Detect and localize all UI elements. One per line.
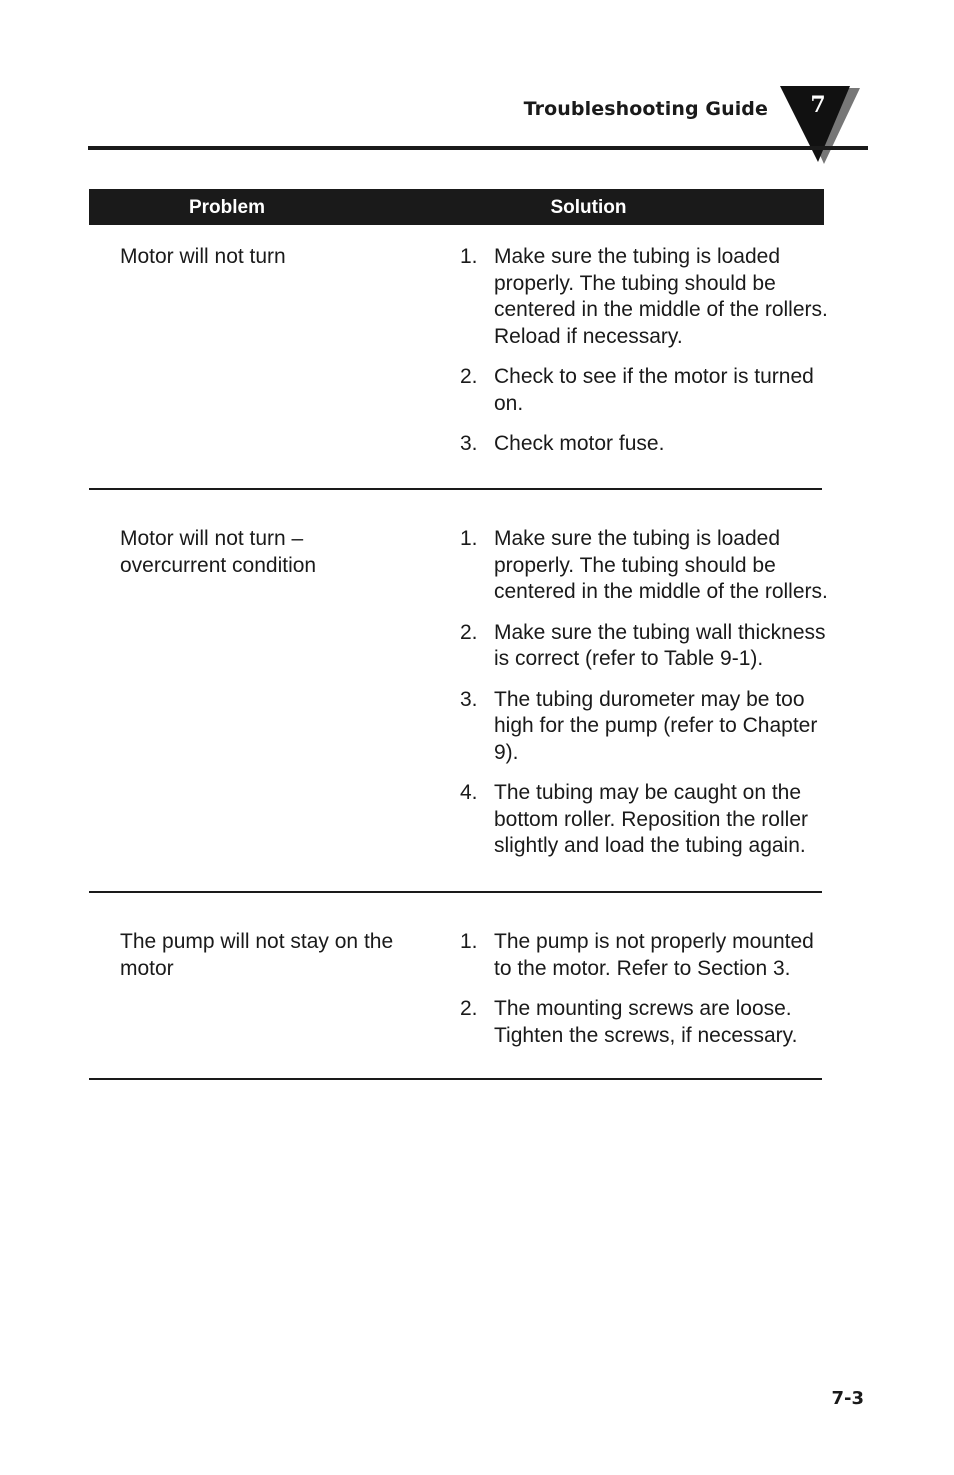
solution-number: 2. xyxy=(460,365,478,388)
solution-item xyxy=(460,620,830,673)
solution-number: 1. xyxy=(460,527,478,550)
row-divider xyxy=(89,891,822,893)
page-number: 7-3 xyxy=(831,1388,864,1409)
solution-item xyxy=(460,996,830,1049)
running-header-title: Troubleshooting Guide xyxy=(523,98,768,120)
solution-item xyxy=(460,244,830,350)
chapter-number: 7 xyxy=(810,92,826,118)
solution-item xyxy=(460,526,830,606)
solution-item xyxy=(460,364,830,417)
solution-text: Make sure the tubing wall thickness is correct (refer to Table 9-1). xyxy=(494,620,826,670)
problem-cell-2: Motor will not turn – overcurrent condition xyxy=(120,527,317,577)
solution-item xyxy=(460,687,830,767)
solution-number: 4. xyxy=(460,781,478,804)
solution-number: 2. xyxy=(460,620,478,644)
row-divider xyxy=(89,488,822,490)
solution-text: Check to see if the motor is turned on. xyxy=(494,365,814,415)
solution-number: 1. xyxy=(460,930,478,953)
solution-text: The pump is not properly mounted to the motor. Refer to Section 3. xyxy=(494,930,814,980)
problem-cell-3: The pump will not stay on the motor xyxy=(120,930,394,980)
solution-number: 3. xyxy=(460,432,478,455)
solution-text: Make sure the tubing is loaded properly. The tubing should be centered in the middle of the rollers. Reload if necessary. xyxy=(494,245,828,348)
solution-number: 1. xyxy=(460,245,478,268)
solution-item xyxy=(460,431,830,458)
solution-text: Make sure the tubing is loaded properly. The tubing should be centered in the middle of the rollers. xyxy=(494,527,828,603)
solution-number: 2. xyxy=(460,997,478,1020)
header-rule xyxy=(88,146,868,150)
solution-text: The tubing durometer may be too high for the pump (refer to Chapter 9). xyxy=(494,687,818,764)
solution-item xyxy=(460,780,830,860)
column-header-problem: Problem xyxy=(188,197,266,218)
row-divider xyxy=(89,1078,822,1080)
column-header-solution: Solution xyxy=(550,197,627,218)
solution-text: The mounting screws are loose. Tighten the screws, if necessary. xyxy=(494,997,798,1047)
solution-list-3 xyxy=(460,929,830,1063)
solution-item xyxy=(460,929,830,982)
solution-list-1 xyxy=(460,244,830,472)
solution-text: Check motor fuse. xyxy=(494,432,665,455)
solution-text: The tubing may be caught on the bottom roller. Reposition the roller slightly and load the tubing again. xyxy=(494,781,808,857)
problem-cell-1: Motor will not turn xyxy=(120,245,286,268)
solution-list-2 xyxy=(460,526,830,874)
table-header xyxy=(89,189,824,225)
solution-number: 3. xyxy=(460,687,478,711)
